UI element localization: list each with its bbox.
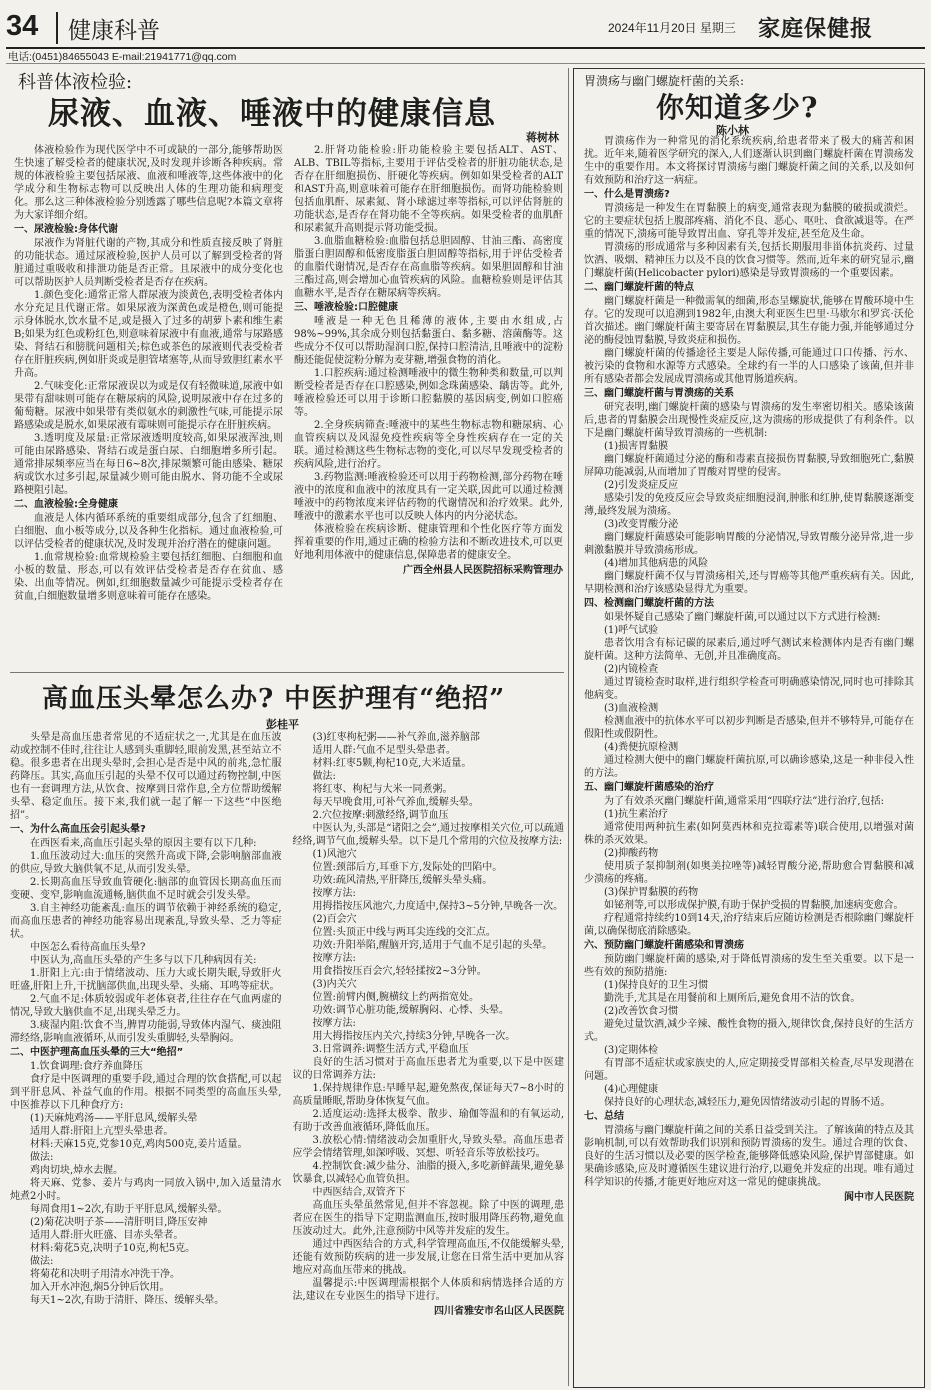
- article-divider: [10, 672, 564, 673]
- paragraph: 良好的生活习惯对于高血压患者尤为重要,以下是中医建议的日常调养方法:: [292, 1057, 564, 1081]
- paragraph: 1.肝阳上亢:由于情绪波动、压力大或长期失眠,导致肝火旺盛,肝阳上升,干扰脑部供血,出现头晕、头痛、耳鸣等症状。: [10, 968, 282, 992]
- paragraph: 3.透明度及尿量:正常尿液透明度较高,如果尿液浑浊,则可能由尿路感染、肾结石或是蛋白尿、白细胞增多所引起。通常排尿频率应当在每日6~8次,排尿频繁可能由感染、糖尿病或饮水过多引起,尿量减少则可能由脱水、肾功能不全或尿路梗阻引起。: [14, 433, 283, 496]
- article1-body: [14, 144, 563, 668]
- paragraph: (2)百会穴: [312, 914, 357, 925]
- paragraph: 体液检验在疾病诊断、健康管理和个性化医疗等方面发挥着重要的作用,通过正确的检验方法和不断改进技术,可以更好地利用体液中的健康信息,保障患者的健康安全。: [294, 524, 563, 561]
- section-heading: 七、总结: [584, 1111, 624, 1122]
- paragraph: 按摩方法:: [312, 888, 356, 899]
- paragraph: 3.血脂血糖检验:血脂包括总胆固醇、甘油三酯、高密度脂蛋白胆固醇和低密度脂蛋白胆固醇等指标,用于评估受检者的血脂代谢情况,是否存在高血脂等疾病。如果胆固醇和甘油三酯过高,则会增加心血管疾病的风险。血糖检验则是评估其血糖水平,是否存在糖尿病等疾病。: [294, 236, 563, 299]
- paragraph: 材料:天麻15克,党参10克,鸡肉500克,姜片适量。: [30, 1139, 248, 1150]
- paragraph: 高血压头晕虽然常见,但并不容忽视。除了中医的调理,患者应在医生的指导下定期监测血压,按时服用降压药物,避免血压波动过大。此外,注意预防中风等并发症的发生。: [292, 1200, 564, 1237]
- paragraph: 适用人群:肝阳上亢型头晕患者。: [30, 1126, 174, 1137]
- contact-info: 电话:(0451)84655043 E-mail:21941771@qq.com: [8, 51, 237, 63]
- article1-title: 尿液、血液、唾液中的健康信息: [48, 96, 496, 132]
- newspaper-name: 家庭保健报: [758, 16, 874, 42]
- paragraph: 按摩方法:: [312, 953, 356, 964]
- section-heading: 五、幽门螺旋杆菌感染的治疗: [584, 782, 714, 793]
- section-heading: 二、幽门螺旋杆菌的特点: [584, 282, 694, 293]
- paragraph: 中医认为,头部是“诸阳之会”,通过按摩相关穴位,可以疏通经络,调节气血,缓解头晕。以下是几个常用的穴位及按摩方法:: [292, 823, 564, 847]
- paragraph: 1.饮食调理:食疗养血降压: [30, 1061, 143, 1072]
- paragraph: 功效:疏风清热,平肝降压,缓解头晕头痛。: [312, 875, 493, 886]
- paragraph: 做法:: [30, 1152, 54, 1163]
- paragraph: 为了有效杀灭幽门螺旋杆菌,通常采用“四联疗法”进行治疗,包括:: [604, 796, 884, 807]
- paragraph: 材料:菊花5克,决明子10克,枸杞5克。: [30, 1243, 196, 1254]
- paragraph: 2.气味变化:正常尿液误以为或是仅有轻微味道,尿液中如果带有甜味则可能存在糖尿病的风险,说明尿液中存在过多的葡萄糖。尿液中如果带有类似氨水的刺激性气味,可能提示尿路感染或是脱水,如果尿液有霉味则可能提示存在肝脏疾病。: [14, 381, 283, 431]
- paragraph: 通过检测大便中的幽门螺旋杆菌抗原,可以确诊感染,这是一种非侵入性的方法。: [584, 755, 914, 779]
- paragraph: (3)血液检测: [604, 703, 659, 714]
- paragraph: 胃溃疡作为一种常见的消化系统疾病,给患者带来了极大的痛苦和困扰。近年来,随着医学研究的深入,人们逐渐认识到幽门螺旋杆菌在胃溃疡发生中的重要作用。本文将探讨胃溃疡与幽门螺旋杆菌之间的关系,以及如何有效预防和治疗这一病症。: [584, 136, 914, 186]
- source-hospital: 广西全州县人民医院招标采购管理办: [403, 565, 563, 576]
- paragraph: 做法:: [30, 1256, 54, 1267]
- article3-title: 你知道多少?: [656, 91, 819, 124]
- column-divider: [568, 68, 569, 1386]
- paragraph: 感染引发的免疫反应会导致炎症细胞浸润,肿胀和红肿,使胃黏膜逐渐变薄,最终发展为溃疡。: [584, 493, 914, 517]
- article2-title: 高血压头晕怎么办? 中医护理有“绝招”: [42, 684, 506, 714]
- paragraph: 幽门螺旋杆菌的传播途径主要是人际传播,可能通过口口传播、污水、被污染的食物和水源等方式感染。全球约有一半的人口感染了该菌,但并非所有感染者都会发展成胃溃疡或其他胃肠道疾病。: [584, 348, 914, 385]
- section-heading: 三、唾液检验:口腔健康: [294, 302, 398, 313]
- paragraph: 材料:红枣5颗,枸杞10克,大米适量。: [312, 758, 472, 769]
- paragraph: 每天早晚食用,可补气养血,缓解头晕。: [312, 797, 479, 808]
- paragraph: (4)心理健康: [604, 1084, 659, 1095]
- paragraph: 使用质子泵抑制剂(如奥美拉唑等)减轻胃酸分泌,帮助愈合胃黏膜和减少溃疡的疼痛。: [584, 861, 914, 885]
- paragraph: 2.长期高血压导致血管硬化:脑部的血管因长期高血压而变硬、变窄,影响血流通畅,脑供血不足时就会引发头晕。: [10, 877, 282, 901]
- section-heading: 一、为什么高血压会引起头晕?: [10, 824, 146, 835]
- article1-kicker: 科普体液检验:: [18, 72, 133, 93]
- paragraph: (4)增加其他病患的风险: [604, 558, 709, 569]
- paragraph: 避免过量饮酒,减少辛辣、酸性食物的摄入,规律饮食,保持良好的生活方式。: [584, 1019, 914, 1043]
- paragraph: 1.血常规检验:血常规检验主要包括红细胞、白细胞和血小板的数量、形态,可以有效评估受检者是否存在贫血、感染、出血等情况。例如,红细胞数量减少可能提示受检者存在贫血,白细胞数量增多则意味着可能存在感染。: [14, 552, 283, 602]
- paragraph: (3)定期体检: [604, 1045, 659, 1056]
- paragraph: 通常使用两种抗生素(如阿莫西林和克拉霉素等)联合使用,以增强对菌株的杀灭效果。: [584, 822, 914, 846]
- paragraph: 2.适度运动:选择太极拳、散步、瑜伽等温和的有氧运动,有助于改善血液循环,降低血压。: [292, 1109, 564, 1133]
- section-heading: 二、血液检验:全身健康: [14, 499, 118, 510]
- paragraph: (2)菊花决明子茶——清肝明目,降压安神: [30, 1217, 208, 1228]
- article1-author: 蒋树林: [526, 131, 559, 144]
- paragraph: 勤洗手,尤其是在用餐前和上厕所后,避免食用不洁的饮食。: [604, 993, 861, 1004]
- paragraph: (2)引发炎症反应: [604, 480, 679, 491]
- paragraph: (1)呼气试验: [604, 625, 659, 636]
- paragraph: 尿液作为肾脏代谢的产物,其成分和性质直接反映了肾脏的功能状态。通过尿液检验,医护人员可以了解到受检者的肾脏通过重吸收和排泄功能是否正常。且尿液中的成分变化也可以帮助医护人员判断受检者是否存在疾病。: [14, 238, 283, 288]
- paragraph: 按摩方法:: [312, 1018, 356, 1029]
- paragraph: 做法:: [312, 771, 336, 782]
- paragraph: 3.药物监测:唾液检验还可以用于药物检测,部分药物在唾液中的浓度和血液中的浓度具有一定关联,因此可以通过检测唾液中的药物浓度来评估药物的代谢情况和治疗效果。此外,唾液中的激素水平也可以反映人体内的内分泌状态。: [294, 472, 563, 522]
- paragraph: (1)抗生素治疗: [604, 809, 669, 820]
- paragraph: 胃溃疡与幽门螺旋杆菌之间的关系日益受到关注。了解该菌的特点及其影响机制,可以有效帮助我们识别和预防胃溃疡的发生。通过合理的饮食、良好的生活习惯以及必要的医学检查,能够降低感染风险,保护胃部健康。如果确诊感染,应及时遵循医生建议进行治疗,以避免并发症的出现。唯有通过科学知识的传播,才能更好地应对这一常见的健康挑战。: [584, 1125, 914, 1188]
- paragraph: 疗程通常持续约10到14天,治疗结束后应随访检测是否根除幽门螺旋杆菌,以确保彻底消除感染。: [584, 913, 914, 937]
- paragraph: 通过胃镜检查时取样,进行组织学检查可明确感染情况,同时也可排除其他病变。: [584, 677, 914, 701]
- paragraph: 3.痰湿内阻:饮食不当,脾胃功能弱,导致体内湿气、痰浊阻滞经络,影响血液循环,从而引发头重脚轻,头晕胸闷。: [10, 1020, 282, 1044]
- paragraph: 位置:前臂内侧,腕横纹上约两指宽处。: [312, 992, 480, 1003]
- paragraph: 1.血压波动过大:血压的突然升高或下降,会影响脑部血液的供应,导致大脑供氧不足,从而引发头晕。: [10, 851, 282, 875]
- section-heading: 六、预防幽门螺旋杆菌感染和胃溃疡: [584, 940, 744, 951]
- section-heading: 一、什么是胃溃疡?: [584, 189, 670, 200]
- paragraph: (3)内关穴: [312, 979, 357, 990]
- page-number: 34: [6, 10, 39, 42]
- paragraph: 幽门螺旋杆菌是一种微需氧的细菌,形态呈螺旋状,能够在胃酸环境中生存。它的发现可以追溯到1982年,由澳大利亚医生巴里·马歇尔和罗宾·沃伦首次描述。幽门螺旋杆菌主要寄居在胃黏膜层,其生存能力强,并能够通过分泌的酶侵蚀胃黏膜,导致炎症和损伤。: [584, 296, 914, 346]
- paragraph: 患者饮用含有标记碳的尿素后,通过呼气测试来检测体内是否有幽门螺旋杆菌。这种方法简单、无创,并且准确度高。: [584, 638, 914, 662]
- section-heading: 一、尿液检验:身体代谢: [14, 224, 118, 235]
- paragraph: 用拇指按压风池穴,力度适中,保持3~5分钟,早晚各一次。: [312, 901, 564, 912]
- header-subrule: [6, 63, 925, 64]
- paragraph: 用食指按压百会穴,轻轻揉按2~3分钟。: [312, 966, 487, 977]
- paragraph: (3)红枣枸杞粥——补气养血,滋养脑部: [312, 732, 480, 743]
- paragraph: 预防幽门螺旋杆菌的感染,对于降低胃溃疡的发生至关重要。以下是一些有效的预防措施:: [584, 954, 914, 978]
- paragraph: 将天麻、党参、姜片与鸡肉一同放入锅中,加入适量清水炖煮2小时。: [10, 1178, 282, 1202]
- paragraph: 如铋剂等,可以形成保护膜,有助于保护受损的胃黏膜,加速病变愈合。: [604, 900, 904, 911]
- paragraph: 如果怀疑自己感染了幽门螺旋杆菌,可以通过以下方式进行检测:: [604, 612, 881, 623]
- paragraph: 中医认为,高血压头晕的产生多与以下几种病因有关:: [30, 955, 257, 966]
- paragraph: 通过中西医结合的方式,科学管理高血压,不仅能缓解头晕,还能有效预防疾病的进一步发展,让您在日常生活中更加从容地应对高血压带来的挑战。: [292, 1239, 564, 1276]
- paragraph: 位置:颈部后方,耳垂下方,发际处的凹陷中。: [312, 862, 503, 873]
- paragraph: 在西医看来,高血压引起头晕的原因主要有以下几种:: [30, 838, 257, 849]
- paragraph: 幽门螺旋杆菌通过分泌的酶和毒素直接损伤胃黏膜,导致细胞死亡,黏膜屏障功能减弱,从而增加了胃酸对胃壁的侵害。: [584, 454, 914, 478]
- paragraph: 检测血液中的抗体水平可以初步判断是否感染,但并不够特异,可能存在假阳性或假阴性。: [584, 716, 914, 740]
- paragraph: 将红枣、枸杞与大米一同煮粥。: [312, 784, 453, 795]
- paragraph: 2.全身疾病筛查:唾液中的某些生物标志物和糖尿病、心血管疾病以及风湿免疫性疾病等全身性疾病存在一定的关联。通过检测这些生物标志物的变化,可以尽早发现受检者的疾病风险,进行治疗。: [294, 420, 563, 470]
- paragraph: (1)损害胃黏膜: [604, 441, 669, 452]
- section-heading: 二、中医护理高血压头晕的三大“绝招”: [10, 1047, 184, 1058]
- paragraph: 胃溃疡是一种发生在胃黏膜上的病变,通常表现为黏膜的破损或溃烂。它的主要症状包括上腹部疼痛、消化不良、恶心、呕吐、食欲减退等。在严重的情况下,溃疡可能导致胃出血、穿孔等并发症,甚至危及生命。: [584, 203, 914, 240]
- paragraph: 保持良好的心理状态,减轻压力,避免因情绪波动引起的胃肠不适。: [604, 1097, 891, 1108]
- paragraph: 功效:升阳举陷,醒脑开窍,适用于气血不足引起的头晕。: [312, 940, 553, 951]
- paragraph: 鸡肉切块,焯水去腥。: [30, 1165, 124, 1176]
- paragraph: 幽门螺旋杆菌感染可能影响胃酸的分泌情况,导致胃酸分泌异常,进一步刺激黏膜并导致溃疡形成。: [584, 532, 914, 556]
- paragraph: (1)天麻炖鸡汤——平肝息风,缓解头晕: [30, 1113, 198, 1124]
- paragraph: (2)内镜检查: [604, 664, 659, 675]
- section-title: 健康科普: [68, 18, 160, 44]
- paragraph: 血液是人体内循环系统的重要组成部分,包含了红细胞、白细胞、血小板等成分,以及各种生化指标。通过血液检验,可以评估受检者的健康状况,及时发现并治疗潜在的健康问题。: [14, 513, 283, 550]
- paragraph: 中医怎么看待高血压头晕?: [30, 942, 146, 953]
- issue-date: 2024年11月20日 星期三: [608, 21, 736, 35]
- paragraph: (3)改变胃酸分泌: [604, 519, 679, 530]
- paragraph: 1.口腔疾病:通过检测唾液中的微生物种类和数量,可以判断受检者是否存在口腔感染,例如念珠菌感染、龋齿等。此外,唾液检验还可以用于诊断口腔黏膜的基因病变,例如口腔癌等。: [294, 368, 563, 418]
- section-heading: 四、检测幽门螺旋杆菌的方法: [584, 598, 714, 609]
- paragraph: (2)改善饮食习惯: [604, 1006, 679, 1017]
- paragraph: 将菊花和决明子用清水冲洗干净。: [30, 1269, 180, 1280]
- paragraph: 幽门螺旋杆菌不仅与胃溃疡相关,还与胃癌等其他严重疾病有关。因此,早期检测和治疗该感染显得尤为重要。: [584, 571, 914, 595]
- header-divider: [56, 12, 58, 44]
- paragraph: 3.自主神经功能紊乱:血压的调节依赖于神经系统的稳定,而高血压患者的神经功能容易出现紊乱,导致头晕、乏力等症状。: [10, 903, 282, 940]
- paragraph: 食疗是中医调理的重要手段,通过合理的饮食搭配,可以起到平肝息风、补益气血的作用。根据不同类型的高血压头晕,中医推荐以下几种食疗方:: [10, 1074, 282, 1111]
- source-hospital: 四川省雅安市名山区人民医院: [434, 1306, 564, 1317]
- paragraph: 每天1~2次,有助于清肝、降压、缓解头晕。: [30, 1295, 225, 1306]
- paragraph: 唾液是一种无色且稀薄的液体,主要由水组成,占98%~99%,其余成分则包括黏蛋白、黏多糖、溶菌酶等。这些成分不仅可以帮助湿润口腔,保持口腔清洁,且唾液中的淀粉酶还能促使淀粉分解为麦芽糖,增强食物的消化。: [294, 316, 563, 366]
- paragraph: 温馨提示:中医调理需根据个人体质和病情选择合适的方法,建议在专业医生的指导下进行。: [292, 1278, 564, 1302]
- paragraph: 2.肝肾功能检验:肝功能检验主要包括ALT、AST、ALB、TBIL等指标,主要用于评估受检者的肝脏功能状态,是否存在肝细胞损伤、肝硬化等疾病。例如如果受检者的ALT和AST升高,则意味着可能存在肝细胞损伤。而肾功能检验则包括血肌酐、尿素氮、肾小球滤过率等指标,可以评估肾脏的功能状态,是否存在肾功能不全等疾病。如果受检者的血肌酐和尿素氮升高则提示肾功能受损。: [294, 145, 563, 234]
- source-hospital: 阆中市人民医院: [844, 1192, 914, 1203]
- paragraph: (4)粪便抗原检测: [604, 742, 679, 753]
- paragraph: (3)保护胃黏膜的药物: [604, 887, 699, 898]
- paragraph: 功效:调节心脏功能,缓解胸闷、心悸、头晕。: [312, 1005, 510, 1016]
- paragraph: 中西医结合,双管齐下: [312, 1187, 406, 1198]
- paragraph: 1.颜色变化:通常正常人群尿液为淡黄色,表明受检者体内水分充足且代谢正常。如果尿液为深黄色或是橙色,则可能提示身体脱水,饮水量不足,或是摄入了过多的胡萝卜素和维生素B;如果为红色或粉红色,则意味着尿液中有血液,通常与尿路感染、肾结石和膀胱问题相关;棕色或茶色的尿液则代表受检者存在肝脏疾病,例如肝炎或是胆管堵塞等,从而导致胆红素水平升高。: [14, 290, 283, 379]
- paragraph: 位置:头顶正中线与两耳尖连线的交汇点。: [312, 927, 496, 938]
- paragraph: 2.穴位按摩:刺激经络,调节血压: [312, 810, 449, 821]
- paragraph: 头晕是高血压患者常见的不适症状之一,尤其是在血压波动或控制不佳时,往往让人感到头重脚轻,眼前发黑,甚至站立不稳。很多患者在出现头晕时,会担心是否是中风的前兆,急忙服药降压。其实,高血压引起的头晕不仅可以通过药物控制,中医也有一套调理方法,从饮食、按摩到日常作息,全方位帮助缓解头晕、稳定血压。接下来,我们就一起了解一下这些“中医绝招”。: [10, 732, 282, 821]
- article3-body: [584, 135, 914, 1383]
- paragraph: 研究表明,幽门螺旋杆菌的感染与胃溃疡的发生率密切相关。感染该菌后,患者的胃黏膜会出现慢性炎症反应,这为溃疡的形成提供了有利条件。以下是幽门螺旋杆菌导致胃溃疡的一些机制:: [584, 402, 914, 439]
- paragraph: 1.保持规律作息:早睡早起,避免熬夜,保证每天7~8小时的高质量睡眠,帮助身体恢复气血。: [292, 1083, 564, 1107]
- paragraph: (2)抑酸药物: [604, 848, 659, 859]
- paragraph: 胃溃疡的形成通常与多种因素有关,包括长期服用非甾体抗炎药、过量饮酒、吸烟、精神压力以及不良的饮食习惯等。然而,近年来的研究显示,幽门螺旋杆菌(Helicobacter pylori)感染是导致胃溃疡的一个重要因素。: [584, 242, 914, 279]
- paragraph: 有胃部不适症状或家族史的人,应定期接受胃部相关检查,尽早发现潜在问题。: [584, 1058, 914, 1082]
- paragraph: 每周食用1~2次,有助于平肝息风,缓解头晕。: [30, 1204, 228, 1215]
- paragraph: 2.气血不足:体质较弱或年老体衰者,往往存在气血两虚的情况,导致大脑供血不足,出现头晕乏力。: [10, 994, 282, 1018]
- article2-body: [10, 731, 564, 1386]
- article3-author: 陈小林: [716, 124, 749, 137]
- paragraph: (1)保持良好的卫生习惯: [604, 980, 709, 991]
- paragraph: 3.日常调养:调整生活方式,平稳血压: [312, 1044, 469, 1055]
- paragraph: 加入开水冲泡,焖5分钟后饮用。: [30, 1282, 170, 1293]
- paragraph: 4.控制饮食:减少盐分、油脂的摄入,多吃新鲜蔬果,避免暴饮暴食,以减轻心血管负担。: [292, 1161, 564, 1185]
- paragraph: 用大拇指按压内关穴,持续3分钟,早晚各一次。: [312, 1031, 516, 1042]
- paragraph: 适用人群:肝火旺盛、目赤头晕者。: [30, 1230, 184, 1241]
- paragraph: 适用人群:气血不足型头晕患者。: [312, 745, 456, 756]
- paragraph: 体液检验作为现代医学中不可或缺的一部分,能够帮助医生快速了解受检者的健康状况,及时发现并诊断各种疾病。常规的体液检验主要包括尿液、血液和唾液等,这些体液中的化学成分和生物标志物可以反映出人体的生理功能和病理变化。那么这三种体液检验分别透露了哪些信息呢?本篇文章将为大家详细介绍。: [14, 145, 283, 221]
- paragraph: (1)风池穴: [312, 849, 357, 860]
- article2-author: 彭桂平: [266, 718, 299, 731]
- article3-kicker: 胃溃疡与幽门螺旋杆菌的关系:: [584, 74, 745, 88]
- section-heading: 三、幽门螺旋杆菌与胃溃疡的关系: [584, 388, 734, 399]
- paragraph: 3.放松心情:情绪波动会加重肝火,导致头晕。高血压患者应学会情绪管理,如深呼吸、冥想、听轻音乐等放松技巧。: [292, 1135, 564, 1159]
